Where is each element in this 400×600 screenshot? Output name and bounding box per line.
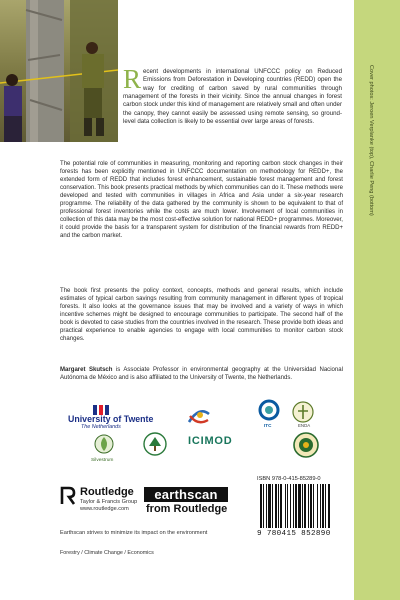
barcode-bar (287, 484, 288, 528)
silvestrum-name: Silvestrum (91, 458, 114, 463)
barcode-bar (290, 484, 291, 528)
barcode-bar (302, 484, 303, 528)
cover-credit-text: Cover photos: Jeroen Verplanke (top), Charlie Peng (bottom) (368, 65, 374, 216)
barcode-bar (275, 484, 277, 528)
barcode-bar (280, 484, 282, 528)
intro-text: ecent developments in international UNFCCC policy on Reduced Emissions from Deforestation in Developing countries (REDD) open the way for crediting of carbon saved by rural communities through management of the forests in their vicinity. Since the annual changes in forest carbon stock under this kind of management are relatively small and often under the canopy, they cannot easily be assessed using remote sensing, so ground-level data collection is likely to be essential over large areas of forests. (123, 68, 342, 126)
barcode-bar (304, 484, 306, 528)
barcode-bar (295, 484, 297, 528)
isbn: ISBN 978-0-415-85289-0 (257, 476, 321, 482)
twente-name: University of Twente (68, 414, 154, 424)
body-paragraph-1: The potential role of communities in measuring, monitoring and reporting carbon stock changes in their forests has been explicitly mentioned in UNFCCC documentation on methodology for REDD+, the extended form of REDD that includes forest enhancement, sustainable forest management and forest conservation. This book presents practical methods by which communities can do it. These methods were developed and tested with communities in villages in Africa and Asia under a six-year research programme. The reliability of the data gathered by the community is shown to be equivalent to that of professional forest inventories while the costs are much lower. Involvement of local communities in collection of this data may be the most cost-effective solution for national REDD+ programmes. Moreover, it could provide the basis for a transparent system for distribution of the financial rewards from REDD+ and the carbon market. (60, 161, 343, 240)
barcode-bar (328, 484, 330, 528)
barcode-number: 9 780415 852890 (257, 530, 331, 538)
barcode-bar (272, 484, 273, 528)
silvestrum-logo-icon (93, 434, 115, 458)
barcode (258, 484, 342, 530)
routledge-name: Routledge (80, 486, 134, 498)
seal-logo-icon (292, 432, 320, 458)
earthscan-from: from Routledge (146, 503, 228, 515)
cover-credit (366, 65, 375, 335)
barcode-bar (266, 484, 267, 528)
body-paragraph-2: The book first presents the policy context, concepts, methods and general results, which include estimates of typical carbon savings resulting from community management in different types of tropical forests. It also looks at the governance issues that may be involved and a variety of ways in which incentive schemes might be designed to encourage communities to participate. The second half of the book is devoted to case studies from the countries involved in the research. These provide both ideas and practical experience to enable agencies to engage with local communities to monitor carbon stock changes. (60, 288, 343, 343)
barcode-bar (308, 484, 309, 528)
routledge-logo-icon (60, 486, 76, 506)
barcode-bar (268, 484, 271, 528)
barcode-bar (263, 484, 264, 528)
icimod-name: ICIMOD (188, 435, 233, 447)
side-color-band (354, 0, 400, 600)
author-name: Margaret Skutsch (60, 367, 113, 373)
barcode-bar (260, 484, 262, 528)
barcode-bar (325, 484, 326, 528)
itc-logo-icon (258, 399, 280, 421)
barcode-bar (298, 484, 301, 528)
subject-categories: Forestry / Climate Change / Economics (60, 550, 154, 556)
routledge-url: www.routledge.com (80, 506, 129, 512)
author-bio-text: is Associate Professor in environmental geography at the Universidad Nacional Autónoma de México and is also affiliated to the University of Twente, the Netherlands. (60, 367, 343, 382)
cfb-logo-icon (186, 404, 212, 426)
barcode-bar (285, 484, 286, 528)
barcode-bar (322, 484, 324, 528)
barcode-bar (293, 484, 294, 528)
cover-photo (0, 0, 118, 142)
barcode-bar (278, 484, 279, 528)
author-bio (60, 366, 343, 382)
enda-name: ENDA (298, 423, 311, 428)
barcode-bar (313, 484, 314, 528)
routledge-group: Taylor & Francis Group (80, 499, 138, 505)
barcode-bar (320, 484, 321, 528)
intro-paragraph (123, 64, 342, 126)
enda-logo-icon (292, 401, 314, 423)
intro-dropcap: R (123, 64, 142, 94)
twente-sub: The Netherlands (81, 424, 121, 430)
environment-note: Earthscan strives to minimize its impact on the environment (60, 530, 208, 536)
earthscan-logo: earthscan (144, 487, 228, 502)
barcode-bar (317, 484, 318, 528)
barcode-bar (310, 484, 312, 528)
itc-name: ITC (264, 423, 272, 428)
tree-logo-icon (143, 432, 167, 456)
